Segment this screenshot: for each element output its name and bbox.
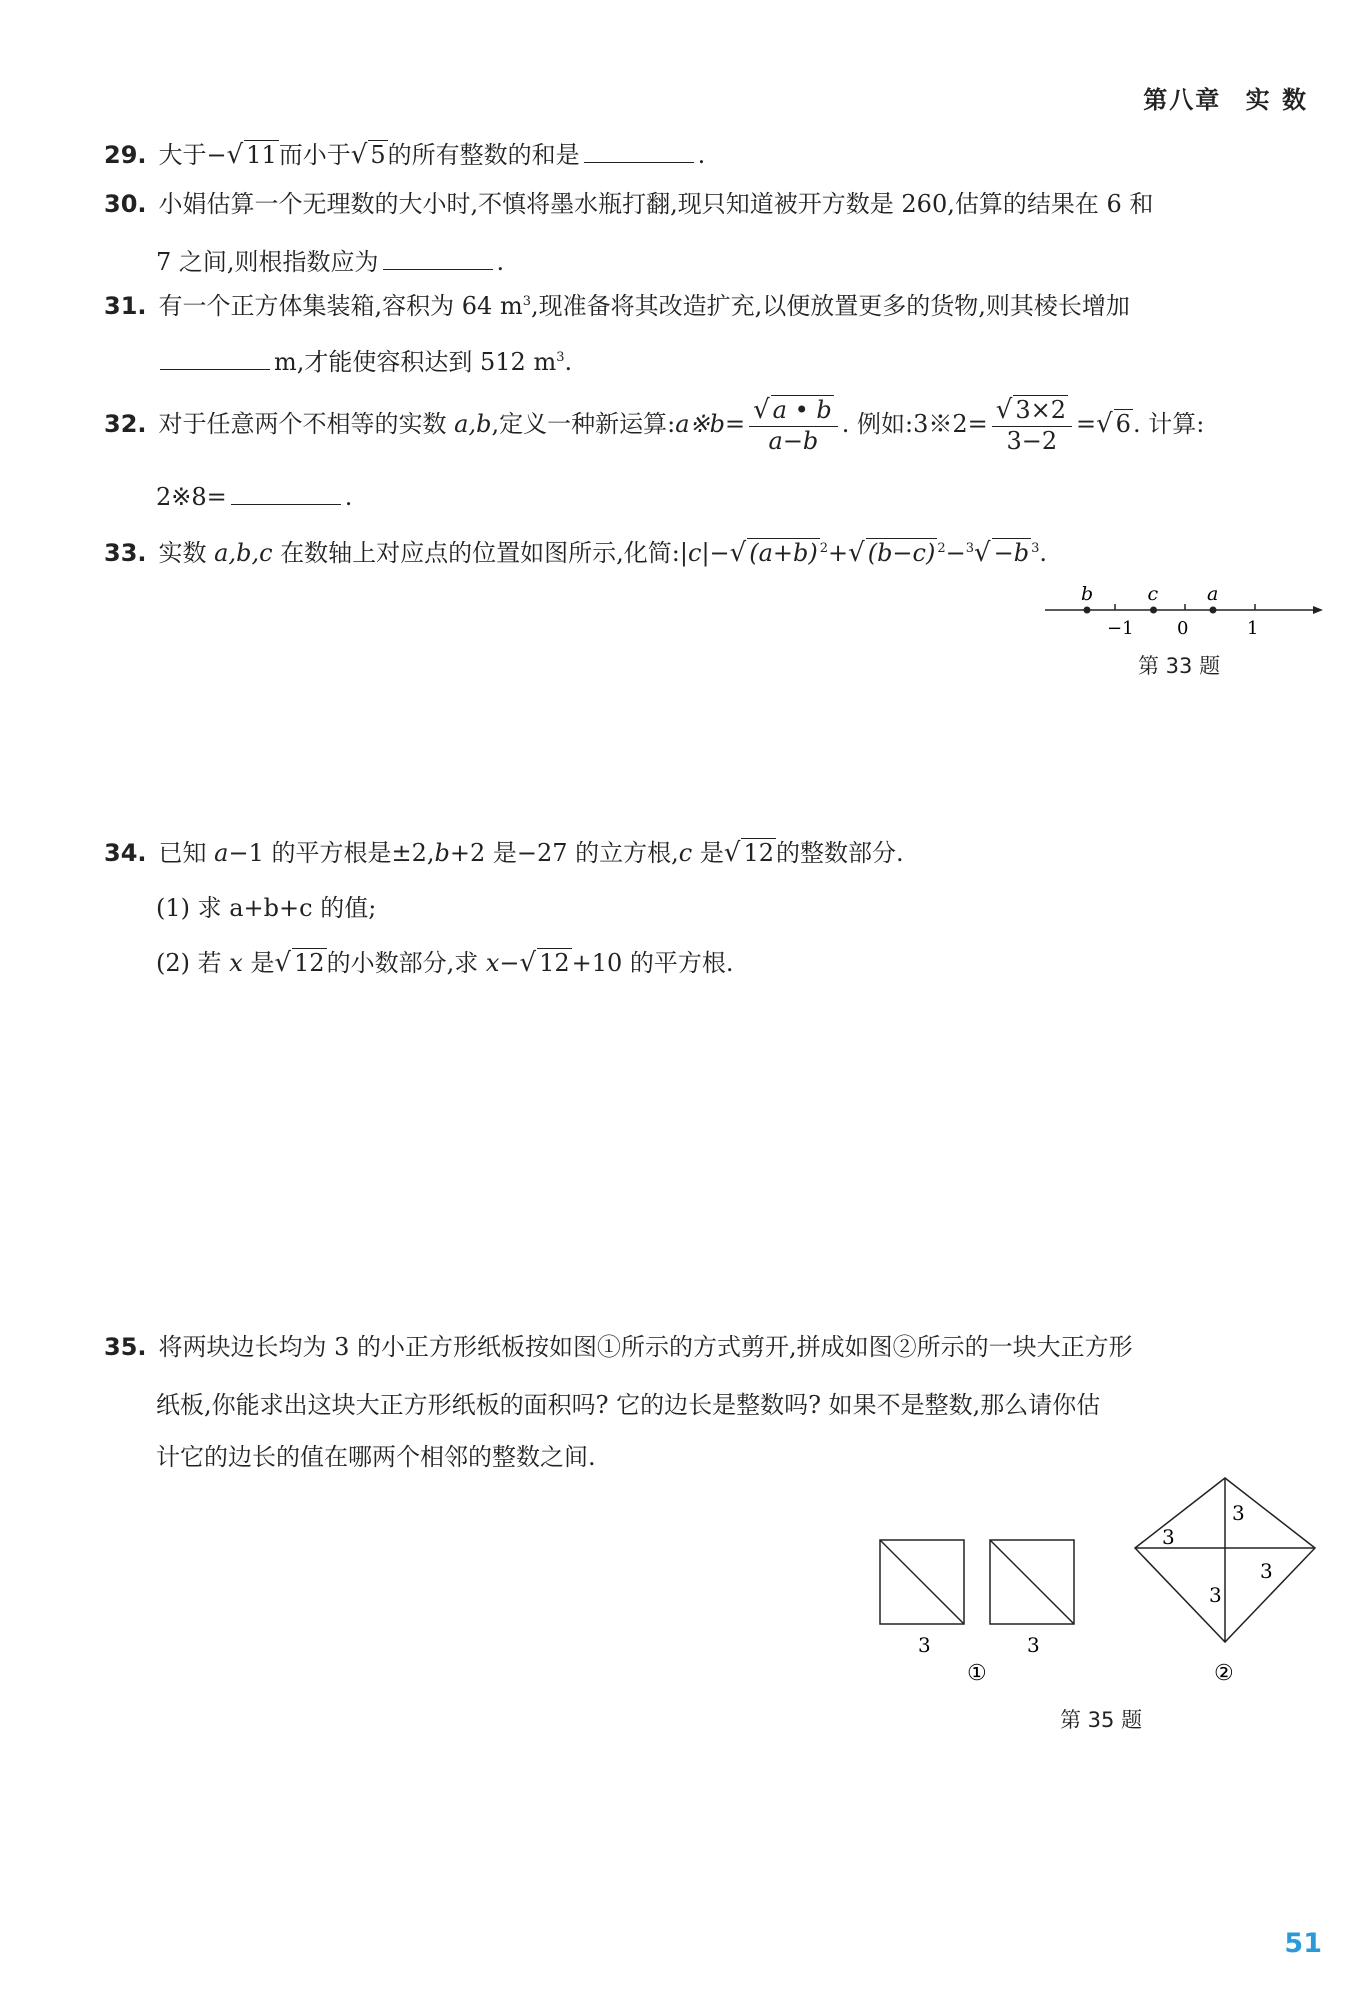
q32-ex-result: 6 (1115, 409, 1131, 438)
question-number: 30. (104, 190, 147, 218)
small-square-1 (880, 1540, 964, 1624)
diamond-label: 3 (1232, 1501, 1245, 1525)
q29-radicand: 5 (370, 141, 386, 169)
q33-radicand: (a+b) (749, 539, 818, 567)
q33-vars: a,b,c (214, 539, 273, 567)
q32-ex-eq: = (1075, 409, 1097, 438)
q34-text: 已知 (158, 839, 207, 867)
question-number: 33. (104, 539, 147, 567)
square-2-side-label: 3 (1027, 1633, 1040, 1657)
figure-35-caption: 第 35 题 (1060, 1708, 1143, 1732)
q29-text: 的所有整数的和是 (387, 141, 580, 169)
q34-text: +10 的平方根. (571, 949, 734, 977)
question-number: 34. (104, 839, 147, 867)
figure-35 (870, 1470, 1330, 1700)
q32-frac-bot: a−b (768, 427, 819, 456)
small-square-2 (990, 1540, 1074, 1624)
chapter-title: 实 数 (1245, 86, 1308, 114)
figure-label-2: ② (1214, 1661, 1234, 1686)
q34-text: 是 (699, 839, 724, 867)
point-label-b: b (1081, 583, 1094, 605)
question-34-part1: (1) 求 a+b+c 的值; (156, 894, 377, 922)
question-29: 29. 大于−√ 11而小于√ 5的所有整数的和是 . (104, 140, 706, 170)
tick-label: −1 (1107, 618, 1134, 639)
q34-var: c (678, 839, 693, 867)
q32-example-fraction: $\frac{√ 3\times 2}{3-2}$ (992, 395, 1072, 456)
q31-text: m,才能使容积达到 512 m (274, 348, 557, 376)
q34-text: 的整数部分. (776, 839, 904, 867)
q31-text: ,现准备将其改造扩充,以便放置更多的货物,则其棱长增加 (530, 292, 1130, 320)
q32-text: ,定义一种新运算: (491, 409, 676, 438)
page-number: 51 (1284, 1928, 1322, 1959)
figure-label-1: ① (967, 1661, 987, 1686)
question-30 (104, 190, 1153, 219)
square-1-side-label: 3 (918, 1633, 931, 1657)
question-35 (104, 1333, 1133, 1362)
q34-radicand: 12 (743, 839, 774, 867)
tick-label: 1 (1247, 618, 1259, 639)
diamond-label: 3 (1209, 1583, 1222, 1607)
q32-ex-bot: 3−2 (1006, 427, 1058, 456)
q34-text: 是 (250, 949, 275, 977)
q33-text: |− (701, 539, 730, 567)
question-34-part2: (2) 若 x 是√ 12的小数部分,求 x−√ 12+10 的平方根. (156, 948, 734, 978)
tick-label: 0 (1177, 618, 1189, 639)
answer-blank[interactable] (160, 349, 270, 370)
q35-line3: 计它的边长的值在哪两个相邻的整数之间. (156, 1443, 596, 1471)
q32-ex-top: 3×2 (1015, 396, 1066, 424)
question-33: 33. 实数 a,b,c 在数轴上对应点的位置如图所示,化简:|c|−√ (a+b) $^2$+√ (b−c) $^2$−$^3$√ −b $^3$. (104, 538, 1047, 568)
question-number: 35. (104, 1333, 147, 1361)
chapter-header (1143, 80, 1308, 115)
point-c (1150, 607, 1157, 614)
diamond-label: 3 (1162, 1525, 1175, 1549)
q29-end: . (697, 141, 706, 169)
q34-var: a (214, 839, 229, 867)
question-32-cont (156, 483, 352, 511)
q34-expr: x− (485, 949, 520, 977)
q29-text: 大于− (158, 141, 227, 169)
point-a (1210, 607, 1217, 614)
answer-blank[interactable] (231, 484, 341, 505)
q30-line2: 7 之间,则根指数应为 (156, 248, 379, 276)
q32-end: . (344, 483, 353, 511)
q34-text: +2 是−27 的立方根, (449, 839, 679, 867)
answer-blank[interactable] (383, 249, 493, 270)
q30-end: . (496, 248, 505, 276)
q34-var: x (229, 949, 243, 977)
question-30-cont (156, 242, 504, 277)
question-34: 34. 已知 a−1 的平方根是±2,b+2 是−27 的立方根,c 是√ 12的整数部分. (104, 838, 904, 868)
q31-end: . (564, 348, 573, 376)
q31-exp: 3 (522, 294, 531, 309)
q32-frac-top: a • b (772, 396, 832, 424)
point-label-a: a (1207, 583, 1219, 605)
q30-line1: 小娟估算一个无理数的大小时,不慎将墨水瓶打翻,现只知道被开方数是 260,估算的结果在 6 和 (158, 190, 1154, 218)
q31-exp: 3 (556, 350, 565, 365)
q29-radicand: 11 (246, 141, 277, 169)
q34-text: (2) 若 (156, 949, 222, 977)
q34-radicand: 12 (294, 949, 325, 977)
q33-radicand: −b (993, 539, 1030, 567)
question-number: 32. (104, 409, 147, 438)
q33-text: 实数 (158, 539, 207, 567)
question-number: 29. (104, 141, 147, 169)
q35-line1: 将两块边长均为 3 的小正方形纸板按如图①所示的方式剪开,拼成如图②所示的一块大正方形 (158, 1333, 1133, 1361)
diamond-label: 3 (1260, 1559, 1273, 1583)
q32-line2: 2※8= (156, 483, 227, 511)
q33-text: 在数轴上对应点的位置如图所示,化简:| (280, 539, 688, 567)
question-31-cont (156, 342, 572, 377)
question-32: 32. 对于任意两个不相等的实数 a,b,定义一种新运算:a※b= $\frac{√ a • b}{a-b}$ . 例如:3※2= $\frac{√ 3\times 2}{3-2}$ =√ 6. 计算: (104, 395, 1205, 456)
arrow-icon (1313, 606, 1323, 614)
q34-text: −1 的平方根是±2, (228, 839, 435, 867)
chapter-label: 第八章 (1143, 86, 1222, 114)
big-diamond (1135, 1478, 1315, 1642)
q34-radicand: 12 (539, 949, 570, 977)
point-label-c: c (1147, 583, 1159, 605)
q34-var: b (434, 839, 450, 867)
q32-fraction: $\frac{√ a • b}{a-b}$ (749, 395, 838, 456)
q33-text: + (828, 539, 849, 567)
q33-text: − (945, 539, 966, 567)
q32-text: 对于任意两个不相等的实数 (158, 409, 447, 438)
q32-text: . 例如:3※2= (841, 409, 988, 438)
q33-var: c (687, 539, 702, 567)
q34-text: 的小数部分,求 (326, 949, 479, 977)
question-number: 31. (104, 292, 147, 320)
q33-radicand: (b−c) (867, 539, 936, 567)
number-line-figure (1045, 578, 1325, 648)
q32-op: a※b= (675, 409, 746, 438)
q32-vars: a,b (454, 409, 492, 438)
q32-text: . 计算: (1132, 409, 1205, 438)
q29-text: 而小于 (278, 141, 351, 169)
question-31 (104, 292, 1130, 321)
q31-text: 有一个正方体集装箱,容积为 64 m (158, 292, 523, 320)
q33-end: . (1039, 539, 1047, 567)
answer-blank[interactable] (584, 142, 694, 163)
q35-line2: 纸板,你能求出这块大正方形纸板的面积吗? 它的边长是整数吗? 如果不是整数,那么请你估 (156, 1391, 1101, 1419)
figure-33-caption: 第 33 题 (1138, 654, 1221, 678)
q33-root-index: 3 (965, 541, 975, 556)
point-b (1084, 607, 1091, 614)
